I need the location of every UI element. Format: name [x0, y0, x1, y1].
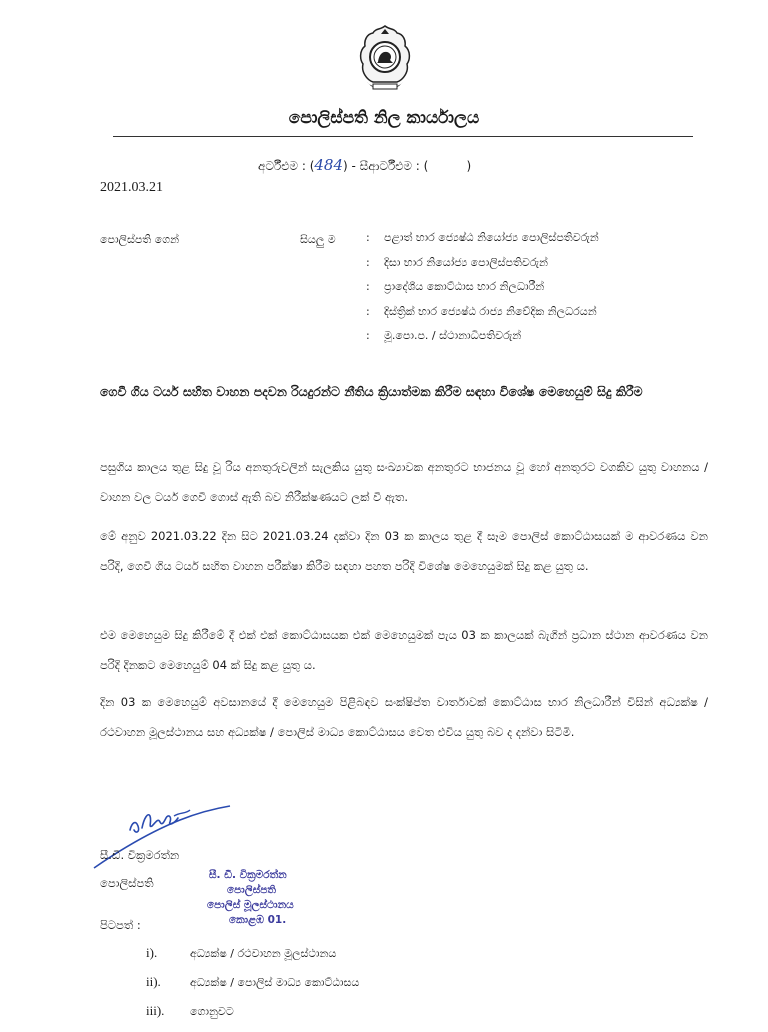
copy-item: i). අධ්‍යක්ෂ / රථවාහන මූලස්ථානය — [146, 945, 337, 960]
recipient-item: : දිසා භාර නියෝජ්‍ය පොලිස්පතිවරුන් — [366, 255, 548, 269]
body-paragraph-1: පසුගිය කාලය තුළ සිදු වූ රිය අනතුරුවලින් සැලකිය යුතු සංඛ්‍යාවක අනතුරට භාජනය වූ හෝ අනතුරට වගකිව යුතු වාහනය / වාහන වල ටයර් ගෙවී ගොස් ඇති බව නිරීක්ෂණයට ලක් වී ඇත. — [100, 460, 708, 504]
copies-label: පිටපත් : — [100, 918, 141, 932]
recipient-list — [366, 231, 599, 354]
stamp-line: පොලිස් මූලස්ථානය — [207, 899, 294, 911]
body-paragraph-2: මේ අනුව 2021.03.22 දින සිට 2021.03.24 දක්වා දින 03 ක කාලය තුළ දී සෑම පොලිස් කොට්ඨාසයක් ම ආවරණය වන පරිදි, ගෙවී ගිය ටයර් සහිත වාහන පරීක්ෂා කිරීම සඳහා පහත පරිදි විශේෂ මෙහෙයුමක් සිදු කළ යුතු ය. — [100, 529, 708, 573]
office-title: පොලිස්පති නිල කාර්යාලය — [288, 108, 480, 128]
reference-line — [258, 156, 471, 174]
official-stamp — [205, 868, 355, 928]
recipient-item: : ප්‍රාදේශීය කොට්ඨාස භාර නිලධාරීන් — [366, 280, 545, 293]
letter-date: 2021.03.21 — [100, 180, 163, 195]
stamp-line: සී. ඩී. වික්‍රමරත්න — [209, 869, 287, 881]
from-label: පොලිස්පති ගෙන් — [100, 233, 180, 246]
stamp-line: පොලිස්පති — [227, 884, 276, 896]
body-paragraph-4: දින 03 ක මෙහෙයුම් අවසානයේ දී මෙහෙයුම පිළිබඳව සංක්ෂිප්ත වාර්තාවක් කොට්ඨාස භාර නිලධාරීන් විසින් අධ්‍යක්ෂ / රථවාහන මූලස්ථානය සහ අධ්‍යක්ෂ / පොලිස් මාධ්‍ය කොට්ඨාසය වෙත එවිය යුතු බව ද දන්වා සිටිමි. — [100, 695, 708, 739]
ref-prefix: අර්ටීඑම : ( — [258, 159, 315, 173]
copy-item: iii). ගොනුවට — [146, 1003, 234, 1018]
police-crest-emblem — [357, 24, 413, 96]
ref-number-handwritten: 484 — [314, 156, 344, 174]
to-label: සියලු ම — [300, 233, 336, 246]
recipient-item: : මූ.පො.ප. / ස්ථානාධිපතිවරුන් — [366, 329, 522, 342]
header-divider — [113, 136, 693, 137]
signer-name: සී.ඩී. වික්‍රමරත්න — [100, 848, 180, 862]
body-paragraph-3: එම මෙහෙයුම සිදු කිරීමේ දී එක් එක් කොට්ඨාසයක එක් මෙහෙයුමක් පැය 03 ක කාලයක් බැගින් ප්‍රධාන ස්ථාන ආවරණය වන පරිදි දිනකට මෙහෙයුම් 04 ක් සිදු කළ යුතු ය. — [100, 628, 708, 672]
copies-list — [146, 945, 359, 1032]
stamp-line: කොළඹ 01. — [229, 914, 287, 926]
ref-suffix: ) — [466, 159, 472, 173]
signer-title: පොලිස්පති — [100, 876, 154, 890]
ref-mid: ) - සීආර්ටීඑම : ( — [343, 159, 429, 173]
copy-item: ii). අධ්‍යක්ෂ / පොලිස් මාධ්‍ය කොට්ඨාසය — [146, 974, 360, 989]
recipient-item: : පළාත් භාර ජ්‍යෙෂ්ඨ නියෝජ්‍ය පොලිස්පතිවරුන් — [366, 231, 599, 244]
letter-subject: ගෙවී ගිය ටයර් සහිත වාහන පදවන රියදුරන්ට නීතිය ක්‍රියාත්මක කිරීම සඳහා විශේෂ මෙහෙයුම් සිදු කිරීම — [100, 384, 643, 399]
recipient-item: : දිස්ත්‍රික් භාර ජ්‍යෙෂ්ඨ රාජ්‍ය නිවේදික නිලධරයන් — [366, 304, 597, 318]
